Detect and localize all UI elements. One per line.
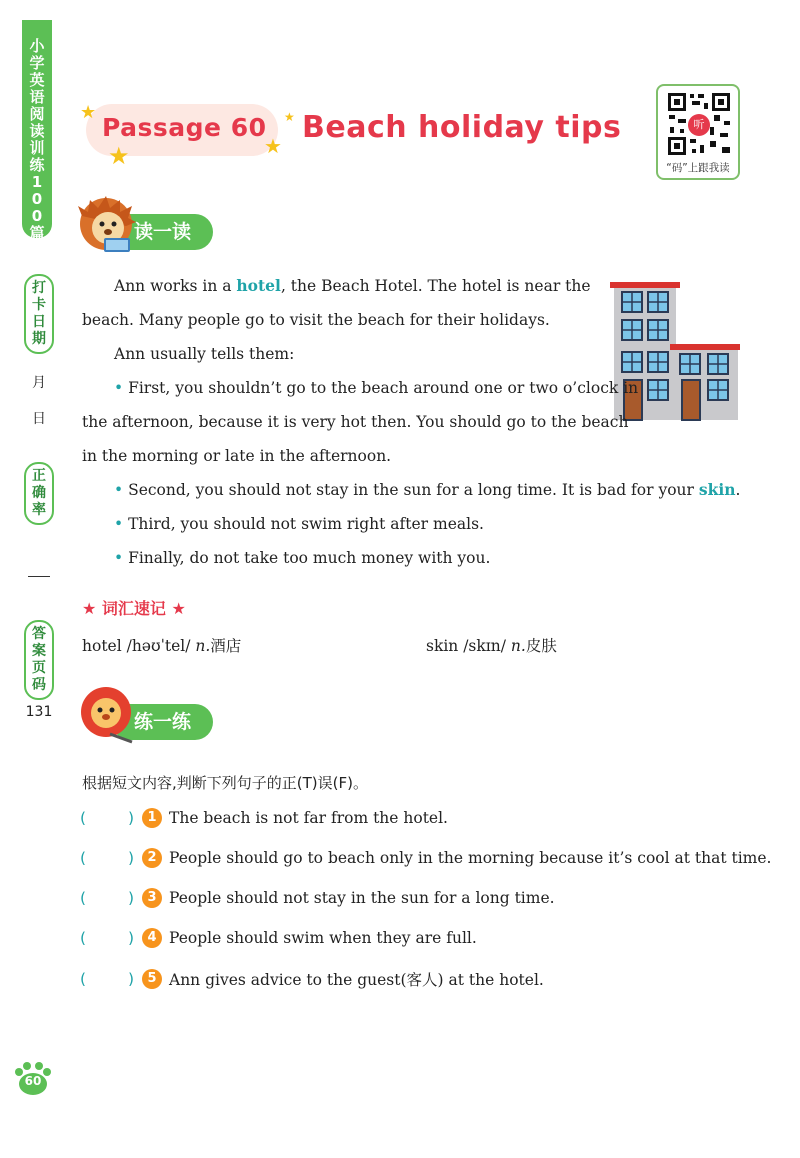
checkin-char: 卡 [32,297,46,313]
question-text: The beach is not far from the hotel. [169,809,448,827]
star-icon: ★ [80,102,97,123]
answer-blank[interactable] [80,809,142,827]
question-row [80,928,477,948]
bullet-icon: • [114,481,124,499]
question-row [80,808,448,828]
keyword-hotel: hotel [236,276,281,295]
checkin-char: 日 [32,314,46,330]
exercise-instruction: 根据短文内容,判断下列句子的正(T)误(F)。 [82,774,368,792]
passage-line: the afternoon, because it is very hot then. You should go to the beach [82,413,629,431]
vocab-meaning: 皮肤 [525,637,557,655]
listen-icon: 听 [688,114,710,136]
passage-text: First, you shouldn’t go to the beach around one or two o’clock in [123,379,639,397]
paren-close: ) [127,929,134,947]
read-section-label: 读一读 [134,221,192,243]
question-number-badge: 1 [142,808,162,828]
paren-open: ( [80,929,87,947]
passage-line: beach. Many people go to visit the beach for their holidays. [82,311,550,329]
vocab-word: skin /skɪn/ [426,637,506,655]
tab-char: 1 [31,173,43,191]
accuracy-char: 率 [32,502,46,518]
checkin-char: 期 [32,331,46,347]
passage-text: Finally, do not take too much money with you. [123,549,491,567]
star-icon: ★ [264,134,282,158]
answer-char: 答 [32,626,46,642]
question-text: People should not stay in the sun for a long time. [169,889,555,907]
vocab-word: hotel /həʊˈtel/ [82,637,191,655]
paren-open: ( [80,889,87,907]
passage-number: Passage 60 [102,113,267,142]
question-number-badge: 5 [142,969,162,989]
tab-char: 练 [29,156,45,174]
star-icon: ★ [284,110,295,124]
qr-code-box[interactable] [656,84,740,180]
tab-char: 篇 [29,224,45,242]
keyword-skin: skin [698,480,736,499]
question-number-badge: 4 [142,928,162,948]
tab-char: 0 [31,190,43,208]
passage-line [114,480,740,500]
checkin-date-label [24,274,54,354]
bullet-icon: • [114,549,124,567]
passage-line [114,548,490,568]
page-number-badge [16,1066,50,1096]
month-label: 月 [32,375,46,391]
answer-blank[interactable] [80,970,142,988]
vocab-item [82,634,241,656]
paren-close: ) [127,809,134,827]
answer-char: 码 [32,677,46,693]
question-number-badge: 3 [142,888,162,908]
answer-blank[interactable] [80,889,142,907]
tab-char: 训 [29,139,45,157]
question-text: Ann gives advice to the guest(客人) at the hotel. [169,971,544,989]
paren-open: ( [80,849,87,867]
paren-close: ) [127,889,134,907]
answer-blank[interactable] [80,929,142,947]
passage-text: Third, you should not swim right after meals. [123,515,484,533]
hotel-building-illustration [610,278,742,422]
accuracy-label [24,462,54,525]
page-title: Beach holiday tips [302,110,622,145]
question-row [80,888,555,908]
passage-text: , the Beach Hotel. The hotel is near the [280,277,591,295]
accuracy-blank-line [24,576,54,577]
tab-char: 学 [29,54,45,72]
passage-line [114,276,591,296]
qr-caption: “码”上跟我读 [666,162,730,174]
passage-text: . [735,481,741,499]
paren-open: ( [80,809,87,827]
passage-line [114,514,484,534]
question-text: People should swim when they are full. [169,929,477,947]
passage-line: Ann usually tells them: [114,345,295,363]
answer-blank[interactable] [80,849,142,867]
passage-text: Ann works in a [114,277,237,295]
vocab-heading: ★ 词汇速记 ★ [82,599,186,618]
bullet-icon: • [114,379,124,397]
day-label: 日 [32,411,46,427]
practice-section-label: 练一练 [134,711,192,733]
tab-char: 语 [29,88,45,106]
bullet-icon: • [114,515,124,533]
paren-open: ( [80,970,87,988]
question-row [80,968,544,990]
vocab-pos: n. [195,637,211,655]
vocab-pos: n. [510,637,526,655]
star-icon: ★ [108,142,130,170]
passage-line [114,378,638,398]
paren-close: ) [127,849,134,867]
passage-line: in the morning or late in the afternoon. [82,447,392,465]
tab-char: 小 [29,37,45,55]
paren-close: ) [127,970,134,988]
question-text: People should go to beach only in the morning because it’s cool at that time. [169,849,772,867]
accuracy-char: 正 [32,468,46,484]
tab-char: 阅 [29,105,45,123]
question-row [80,848,771,868]
tab-char: 读 [29,122,45,140]
question-number-badge: 2 [142,848,162,868]
book-series-tab [22,20,52,242]
vocab-item [426,634,557,656]
answer-char: 页 [32,660,46,676]
lion-writing-icon [80,686,134,744]
hedgehog-reading-icon [78,196,136,256]
tab-char: 0 [31,207,43,225]
page-number: 60 [24,1074,42,1088]
accuracy-char: 确 [32,485,46,501]
tab-char: 英 [29,71,45,89]
answer-page-number: 131 [25,704,53,720]
checkin-char: 打 [32,280,46,296]
answer-page-label [24,620,54,700]
passage-text: Second, you should not stay in the sun for a long time. It is bad for your [123,481,699,499]
answer-char: 案 [32,643,46,659]
vocab-meaning: 酒店 [210,637,242,655]
